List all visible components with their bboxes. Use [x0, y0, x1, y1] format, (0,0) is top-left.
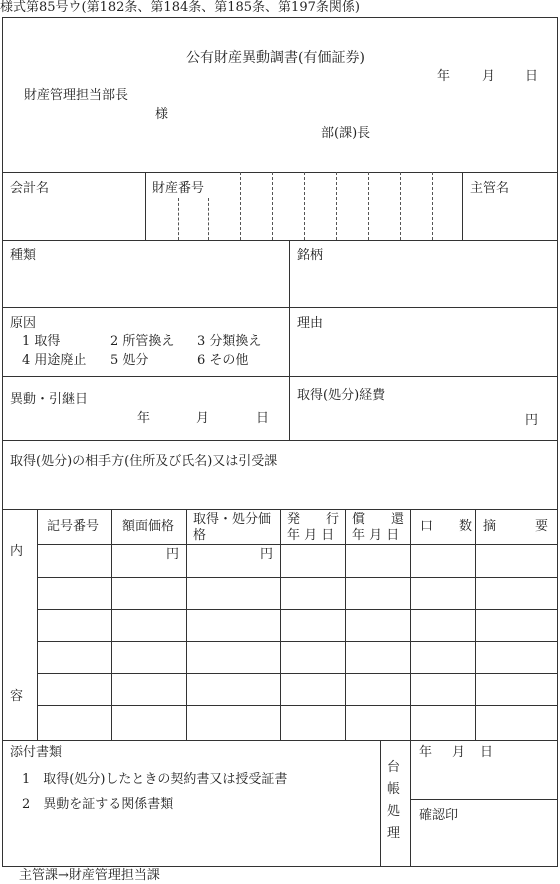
idou-year: 年 — [137, 411, 151, 426]
aite-label: 取得(処分)の相手方(住所及び氏名)又は引受課 — [10, 454, 278, 469]
th-shokan-2: 年 月 日 — [352, 528, 400, 543]
table-side-bottom: 容 — [10, 689, 24, 704]
shutoku-yen: 円 — [260, 547, 274, 562]
th-hakko-2: 年 月 日 — [287, 528, 335, 543]
th-gakumen: 額面価格 — [122, 519, 175, 534]
header-year: 年 — [437, 69, 451, 84]
routing-note: 主管課→財産管理担当課 — [19, 868, 160, 883]
daicho-char-2: 帳 — [387, 782, 401, 797]
th-kigo: 記号番号 — [47, 519, 100, 534]
cause-4: 4 用途廃止 — [22, 353, 87, 368]
table-side-top: 内 — [10, 544, 24, 559]
th-shokan-1: 償 還 — [352, 512, 405, 527]
kaikei-label: 会計名 — [10, 181, 50, 196]
addressee: 財産管理担当部長 — [24, 88, 129, 103]
th-tekiyo: 摘 要 — [483, 519, 549, 534]
idou-day: 日 — [256, 411, 270, 426]
th-kuchisu: 口 数 — [420, 519, 473, 534]
tenpu-item-2: 2 異動を証する関係書類 — [22, 797, 174, 812]
th-hakko-1: 発 行 — [287, 512, 340, 527]
idou-date-label: 異動・引継日 — [10, 392, 89, 407]
form-title: 公有財産異動調書(有価証券) — [186, 50, 365, 66]
tenpu-item-1: 1 取得(処分)したときの契約書又は授受証書 — [22, 772, 288, 787]
sender: 部(課)長 — [321, 126, 371, 141]
keihi-label: 取得(処分)経費 — [297, 388, 386, 403]
shukan-label: 主管名 — [470, 181, 510, 196]
riyu-label: 理由 — [297, 316, 324, 331]
idou-month: 月 — [196, 411, 210, 426]
kakunin-label: 確認印 — [419, 808, 459, 823]
th-shutoku-1: 取得・処分価 — [193, 512, 272, 527]
cause-2: 2 所管換え — [110, 334, 175, 349]
header-day: 日 — [525, 69, 539, 84]
tenpu-label: 添付書類 — [10, 745, 63, 760]
keihi-yen: 円 — [525, 413, 539, 428]
shurui-label: 種類 — [10, 248, 37, 263]
th-shutoku-2: 格 — [193, 528, 207, 543]
daicho-char-3: 処 — [387, 804, 401, 819]
meigara-label: 銘柄 — [297, 248, 324, 263]
daicho-month: 月 — [452, 745, 466, 760]
cause-3: 3 分類換え — [197, 334, 262, 349]
genin-label: 原因 — [10, 316, 37, 331]
gakumen-yen: 円 — [166, 547, 180, 562]
cause-6: 6 その他 — [197, 353, 249, 368]
header-month: 月 — [482, 69, 496, 84]
daicho-char-1: 台 — [387, 760, 401, 775]
cause-5: 5 処分 — [110, 353, 149, 368]
zaisan-bango-label: 財産番号 — [152, 181, 205, 196]
daicho-year: 年 — [419, 745, 433, 760]
cause-1: 1 取得 — [22, 334, 61, 349]
form-number-label: 様式第85号ウ(第182条、第184条、第185条、第197条関係) — [0, 0, 360, 15]
daicho-char-4: 理 — [387, 826, 401, 841]
honorific: 様 — [155, 107, 169, 122]
daicho-day: 日 — [480, 745, 494, 760]
